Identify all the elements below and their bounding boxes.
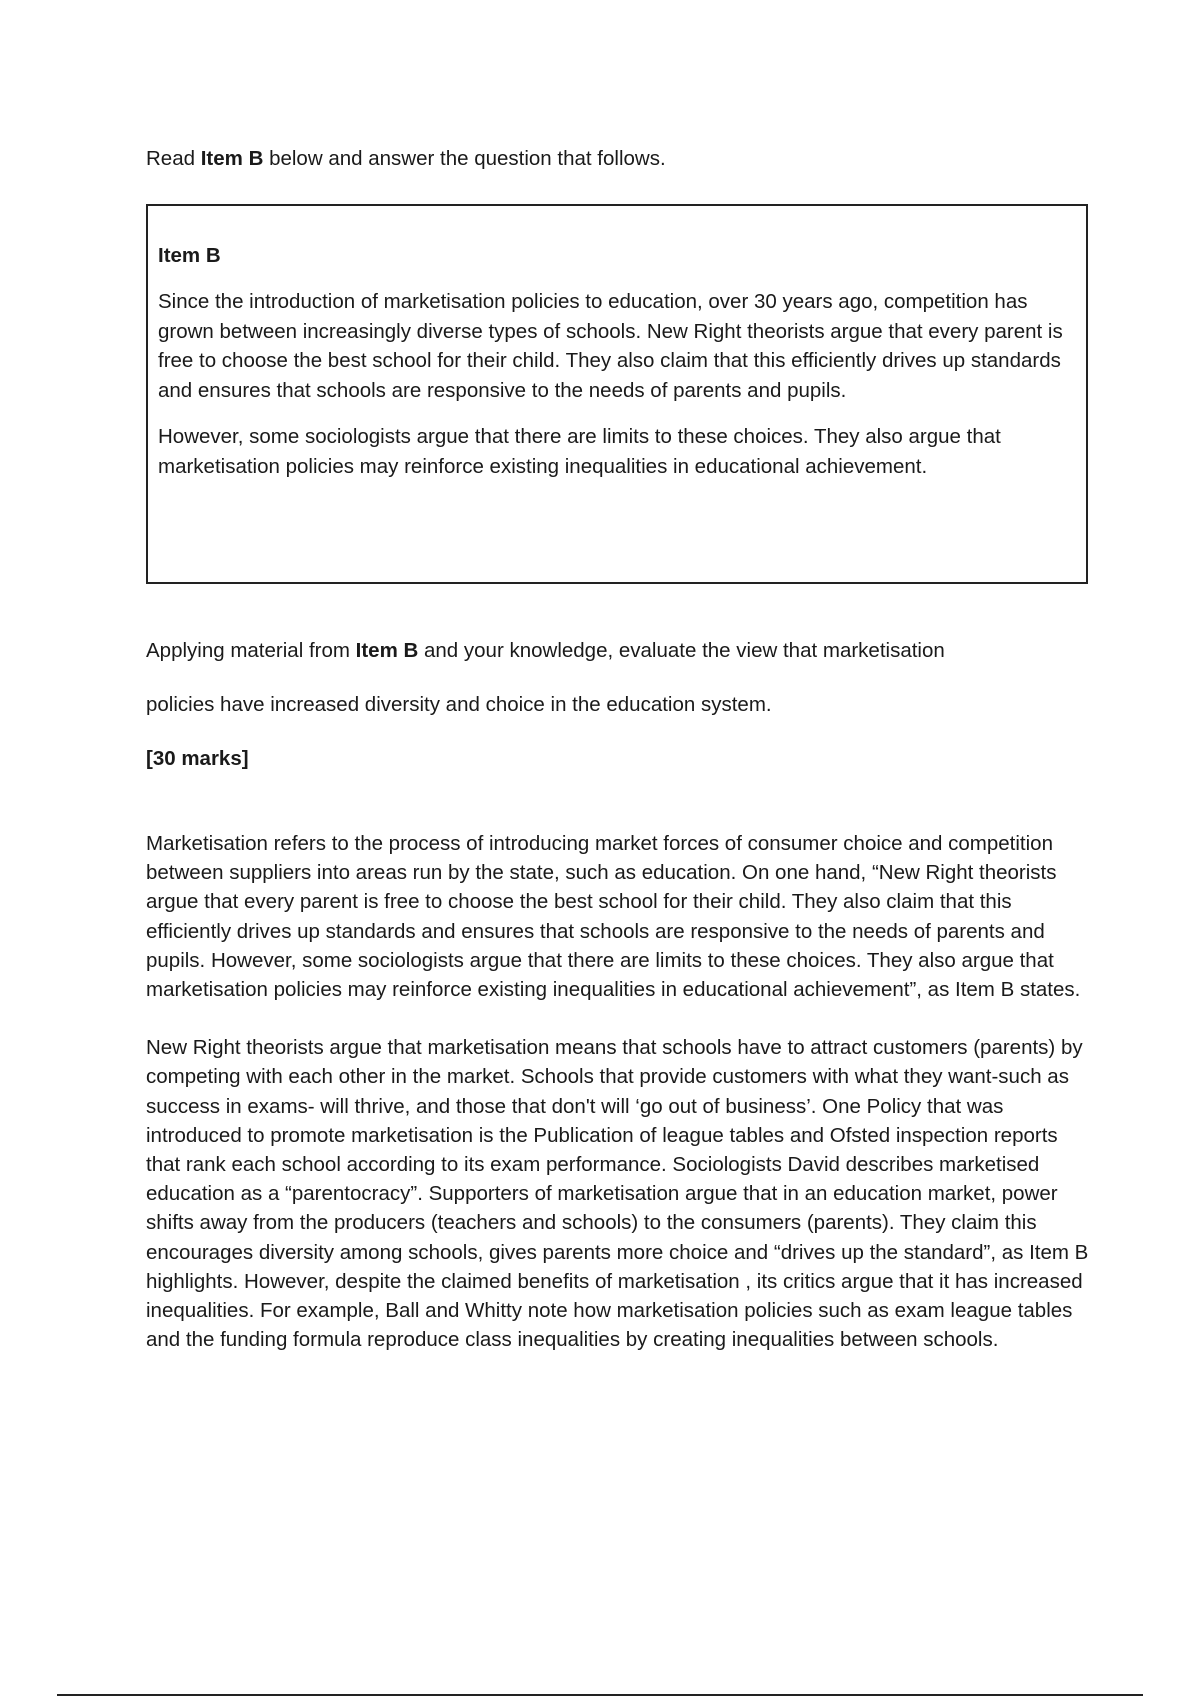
instruction-text bbox=[146, 145, 666, 173]
instruction-item-ref: Item B bbox=[200, 147, 264, 170]
marks-label: [30 marks] bbox=[146, 747, 249, 770]
question-prefix: Applying material from bbox=[146, 639, 356, 662]
instruction-suffix: below and answer the question that follows. bbox=[263, 147, 666, 170]
question-suffix: and your knowledge, evaluate the view that marketisation bbox=[418, 639, 945, 662]
item-b-paragraph-2: However, some sociologists argue that there are limits to these choices. They also argue that marketisation policies may reinforce existing inequalities in educational achievement. bbox=[158, 425, 1001, 478]
answer-paragraph-2: New Right theorists argue that marketisation means that schools have to attract customers (parents) by competing with each other in the market. Schools that provide customers with what they want-such as success in exams- will thrive, and those that don't will ‘go out of business’. One Policy that was introduced to promote marketisation is the Publication of league tables and Ofsted inspection reports that rank each school according to its exam performance. Sociologists David describes marketised education as a “parentocracy”. Supporters of marketisation argue that in an education market, power shifts away from the producers (teachers and schools) to the consumers (parents). They claim this encourages diversity among schools, gives parents more choice and “drives up the standard”, as Item B highlights. However, despite the claimed benefits of marketisation , its critics argue that it has increased inequalities. For example, Ball and Whitty note how marketisation policies such as exam league tables and the funding formula reproduce class inequalities by creating inequalities between schools. bbox=[146, 1036, 1089, 1352]
item-b-title: Item B bbox=[158, 244, 221, 267]
question-line-1 bbox=[146, 637, 1106, 665]
answer-paragraph-1: Marketisation refers to the process of introducing market forces of consumer choice and competition between suppliers into areas run by the state, such as education. On one hand, “New Right theorists argue that every parent is free to choose the best school for their child. They also claim that this efficiently drives up standards and ensures that schools are responsive to the needs of parents and pupils. However, some sociologists argue that there are limits to these choices. They also argue that marketisation policies may reinforce existing inequalities in educational achievement”, as Item B states. bbox=[146, 832, 1081, 1002]
item-b-paragraph-1: Since the introduction of marketisation policies to education, over 30 years ago, competition has grown between increasingly diverse types of schools. New Right theorists argue that every parent is free to choose the best school for their child. They also claim that this efficiently drives up standards and ensures that schools are responsive to the needs of parents and pupils. bbox=[158, 290, 1063, 402]
instruction-prefix: Read bbox=[146, 147, 201, 170]
footer-divider bbox=[57, 1694, 1143, 1696]
item-b-box bbox=[146, 204, 1088, 584]
question-item-ref: Item B bbox=[355, 639, 419, 662]
question-block bbox=[146, 637, 1106, 773]
answer-body bbox=[146, 829, 1091, 1383]
question-line-2: policies have increased diversity and choice in the education system. bbox=[146, 693, 772, 716]
